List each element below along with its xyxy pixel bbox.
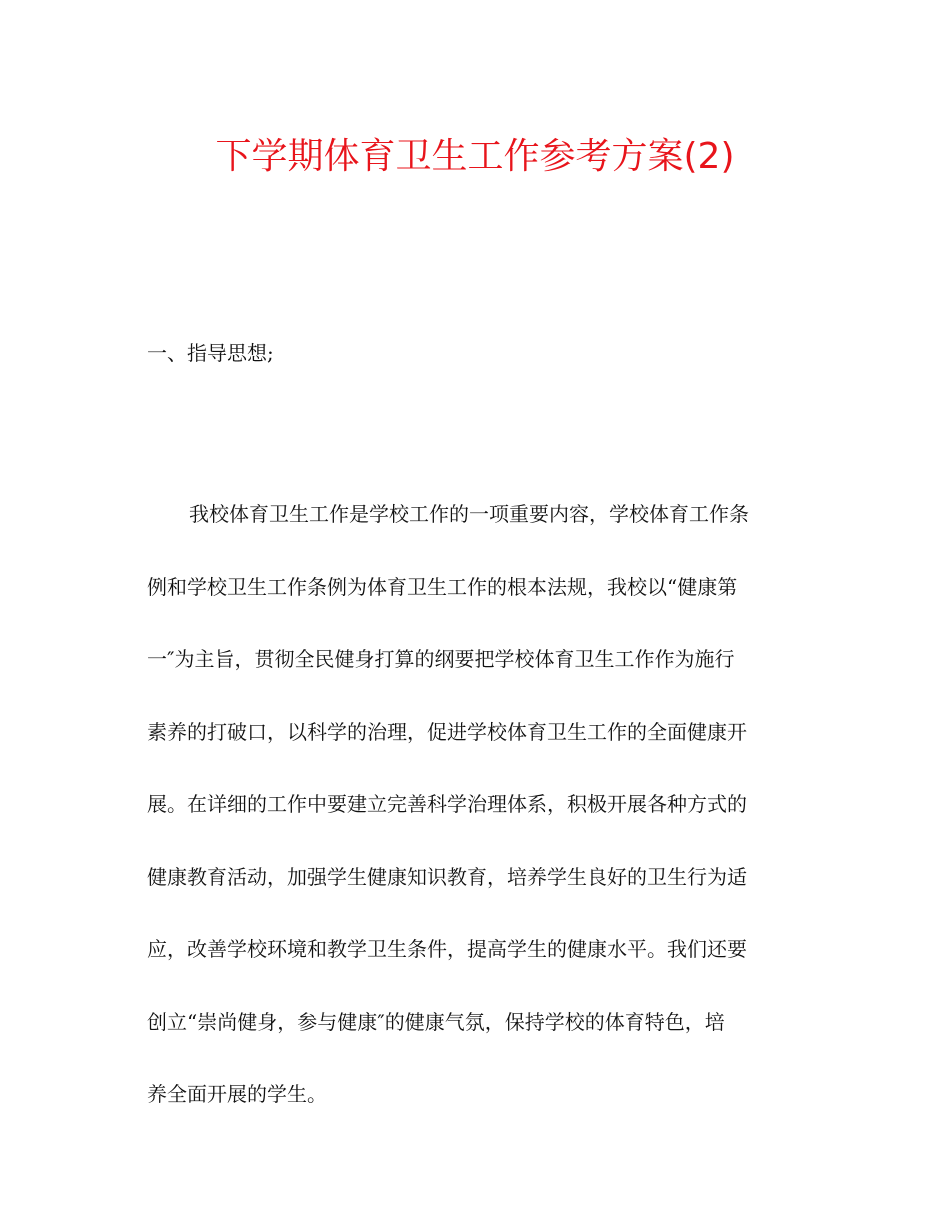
paragraph-line: 创立“崇尚健身，参与健康″的健康气氛，保持学校的体育特色，培 xyxy=(147,1009,725,1034)
paragraph-line: 应，改善学校环境和教学卫生条件，提高学生的健康水平。我们还要 xyxy=(147,937,747,961)
paragraph-line: 我校体育卫生工作是学校工作的一项重要内容，学校体育工作条 xyxy=(189,502,749,526)
section-heading-guiding-ideology: 一、指导思想; xyxy=(147,341,274,365)
document-title: 下学期体育卫生工作参考方案(2) xyxy=(215,136,735,177)
section-paragraph xyxy=(147,478,802,1131)
paragraph-line: 例和学校卫生工作条例为体育卫生工作的根本法规，我校以“健康第 xyxy=(147,574,738,599)
paragraph-line: 展。在详细的工作中要建立完善科学治理体系，积极开展各种方式的 xyxy=(147,792,747,816)
paragraph-line: 一″为主旨，贯彻全民健身打算的纲要把学校体育卫生工作作为施行 xyxy=(147,647,735,671)
paragraph-line: 养全面开展的学生。 xyxy=(147,1082,327,1106)
paragraph-line: 素养的打破口，以科学的治理，促进学校体育卫生工作的全面健康开 xyxy=(147,719,747,744)
paragraph-line: 健康教育活动，加强学生健康知识教育，培养学生良好的卫生行为适 xyxy=(147,864,747,889)
